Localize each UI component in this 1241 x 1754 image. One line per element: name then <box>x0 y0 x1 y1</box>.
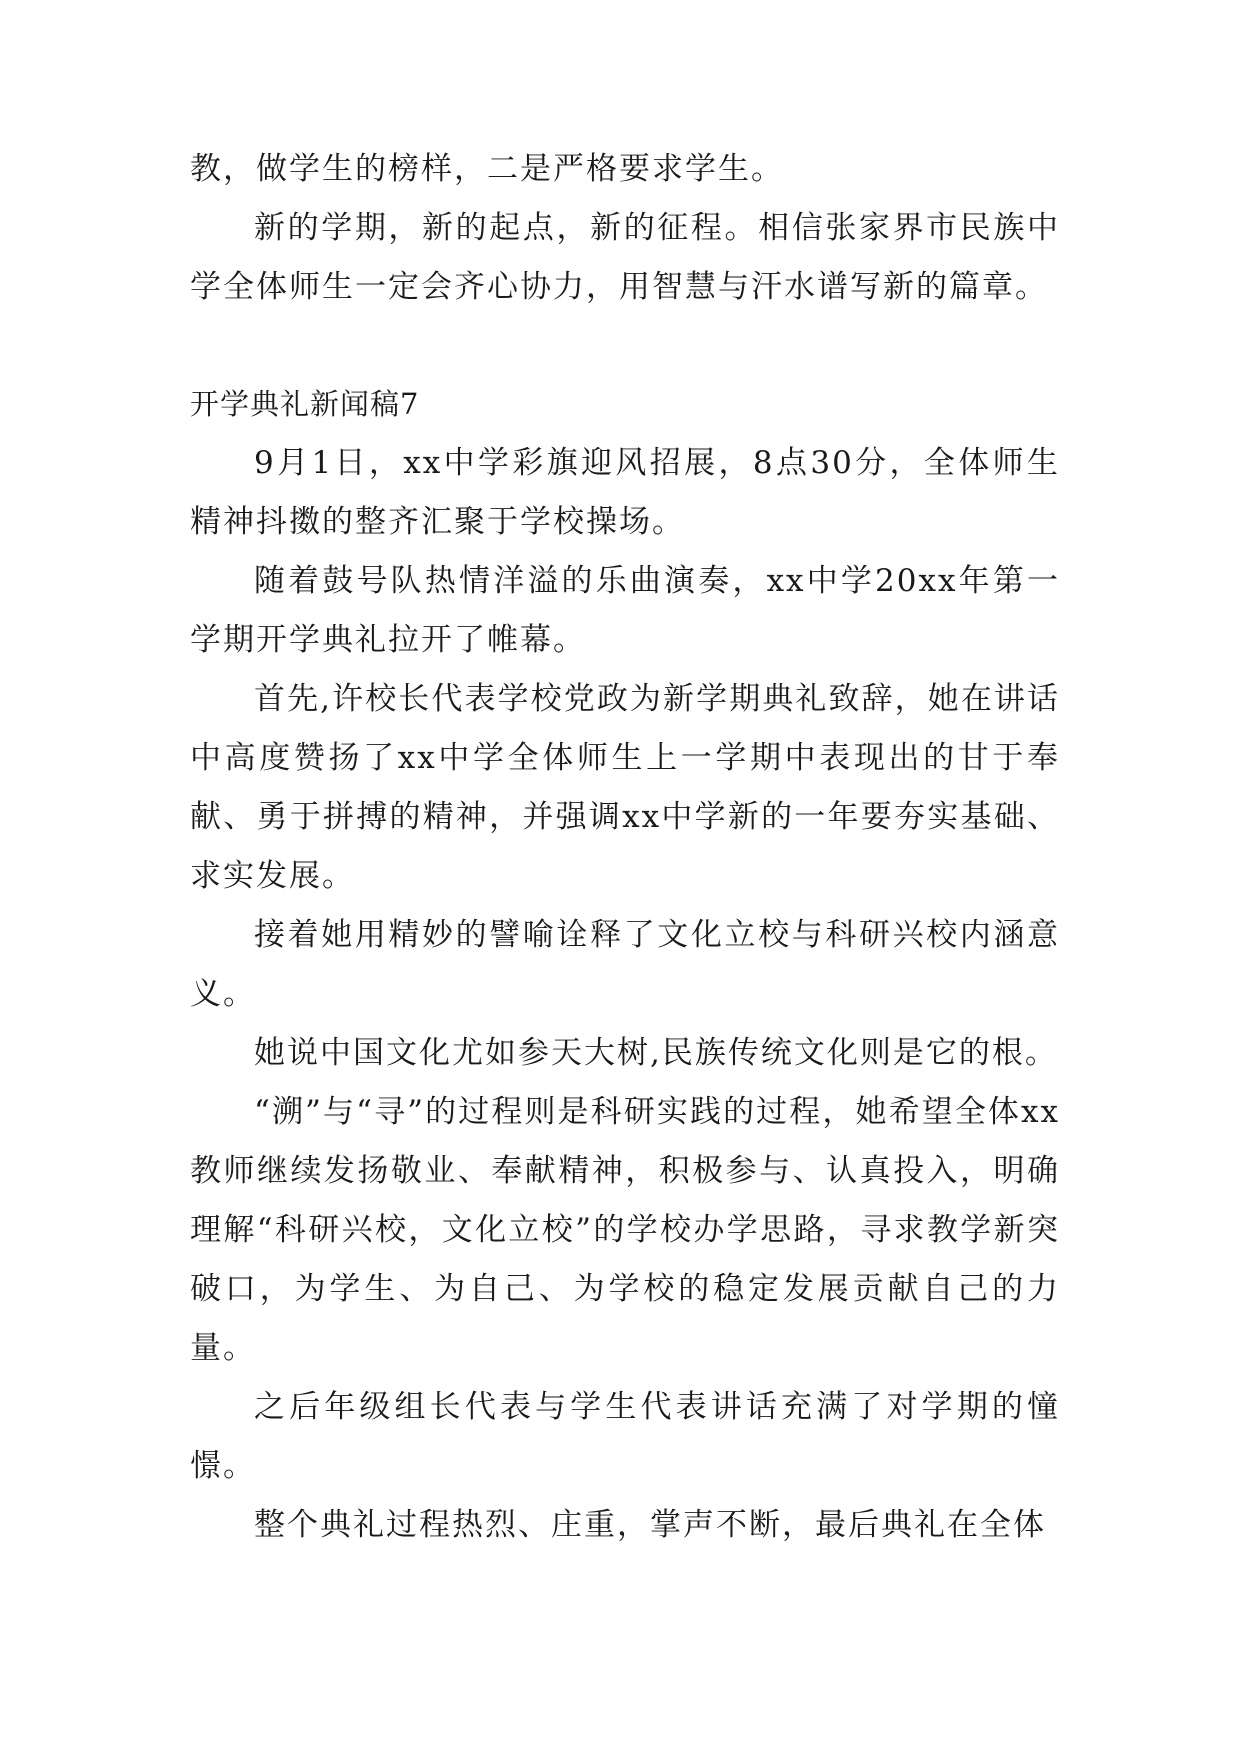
article-paragraph: 她说中国文化尤如参天大树,民族传统文化则是它的根。 <box>254 1035 1058 1071</box>
article-paragraph: 之后年级组长代表与学生代表讲话充满了对学期的憧憬。 <box>190 1389 1060 1484</box>
paragraph-continuation: 教，做学生的榜样，二是严格要求学生。 <box>190 151 784 187</box>
article-paragraph: “溯”与“寻”的过程则是科研实践的过程，她希望全体xx教师继续发扬敬业、奉献精神，积极参与、认真投入，明确理解“科研兴校，文化立校”的学校办学思路，寻求教学新突破口，为学生、为自己、为学校的稳定发展贡献自己的力量。 <box>190 1094 1060 1366</box>
article-title: 开学典礼新闻稿7 <box>190 387 420 421</box>
section-gap <box>190 317 1060 375</box>
article-paragraph: 整个典礼过程热烈、庄重，掌声不断，最后典礼在全体 <box>254 1507 1046 1543</box>
article-paragraph: 首先,许校长代表学校党政为新学期典礼致辞，她在讲话中高度赞扬了xx中学全体师生上一学期中表现出的甘于奉献、勇于拼搏的精神，并强调xx中学新的一年要夯实基础、求实发展。 <box>190 681 1060 894</box>
article-paragraph: 9月1日，xx中学彩旗迎风招展，8点30分，全体师生精神抖擞的整齐汇聚于学校操场。 <box>190 445 1060 540</box>
body-text <box>190 140 1060 1555</box>
article-paragraph: 随着鼓号队热情洋溢的乐曲演奏，xx中学20xx年第一学期开学典礼拉开了帷幕。 <box>190 563 1060 658</box>
paragraph-closing: 新的学期，新的起点，新的征程。相信张家界市民族中学全体师生一定会齐心协力，用智慧与汗水谱写新的篇章。 <box>190 210 1060 305</box>
article-paragraph: 接着她用精妙的譬喻诠释了文化立校与科研兴校内涵意义。 <box>190 917 1060 1012</box>
